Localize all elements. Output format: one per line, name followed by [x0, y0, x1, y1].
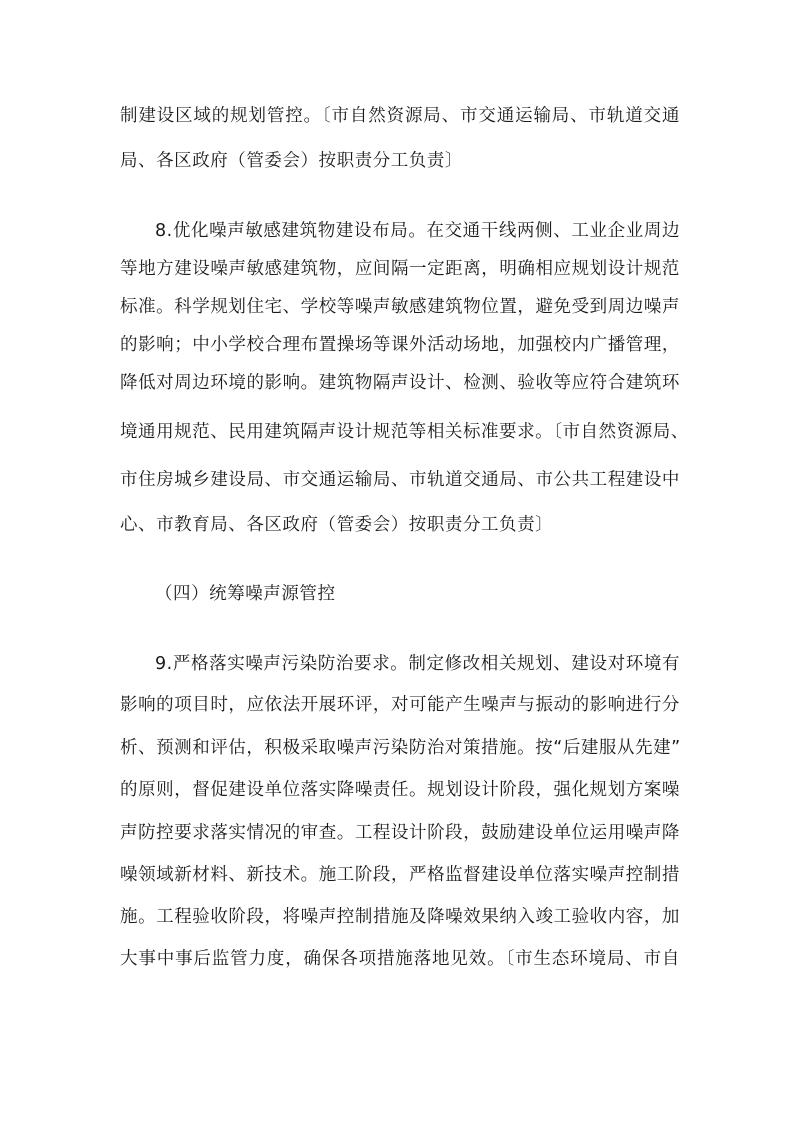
paragraph-line: 影响的项目时，应依法开展环评，对可能产生噪声与振动的影响进行分 [120, 695, 680, 715]
paragraph-line: 大事中事后监管力度，确保各项措施落地见效。〔市生态环境局、市自 [120, 949, 680, 969]
paragraph-line: 声防控要求落实情况的审查。工程设计阶段，鼓励建设单位运用噪声降 [120, 823, 680, 843]
paragraph-line: 8.优化噪声敏感建筑物建设布局。在交通干线两侧、工业企业周边 [155, 221, 680, 241]
paragraph-line: 噪领域新材料、新技术。施工阶段，严格监督建设单位落实噪声控制措 [120, 865, 680, 885]
paragraph-line: 等地方建设噪声敏感建筑物，应间隔一定距离，明确相应规划设计规范 [120, 259, 680, 279]
paragraph-line: 的影响；中小学校合理布置操场等课外活动场地，加强校内广播管理， [120, 335, 680, 355]
paragraph-line: 施。工程验收阶段，将噪声控制措施及降噪效果纳入竣工验收内容，加 [120, 907, 680, 927]
paragraph-line: 降低对周边环境的影响。建筑物隔声设计、检测、验收等应符合建筑环 [120, 373, 680, 393]
paragraph-line: 心、市教育局、各区政府（管委会）按职责分工负责〕 [120, 515, 554, 535]
paragraph-line: 制建设区域的规划管控。〔市自然资源局、市交通运输局、市轨道交通 [120, 106, 680, 126]
paragraph-line: 局、各区政府（管委会）按职责分工负责〕 [120, 151, 463, 171]
section-heading: （四）统筹噪声源管控 [155, 584, 336, 604]
paragraph-line: 的原则，督促建设单位落实降噪责任。规划设计阶段，强化规划方案噪 [120, 780, 680, 800]
paragraph-line: 境通用规范、民用建筑隔声设计规范等相关标准要求。〔市自然资源局、 [120, 422, 689, 442]
paragraph-line: 标准。科学规划住宅、学校等噪声敏感建筑物位置，避免受到周边噪声 [120, 297, 680, 317]
paragraph-line: 9.严格落实噪声污染防治要求。制定修改相关规划、建设对环境有 [155, 654, 680, 674]
paragraph-line: 析、预测和评估，积极采取噪声污染防治对策措施。按“后建服从先建” [120, 738, 681, 758]
paragraph-line: 市住房城乡建设局、市交通运输局、市轨道交通局、市公共工程建设中 [120, 470, 680, 490]
